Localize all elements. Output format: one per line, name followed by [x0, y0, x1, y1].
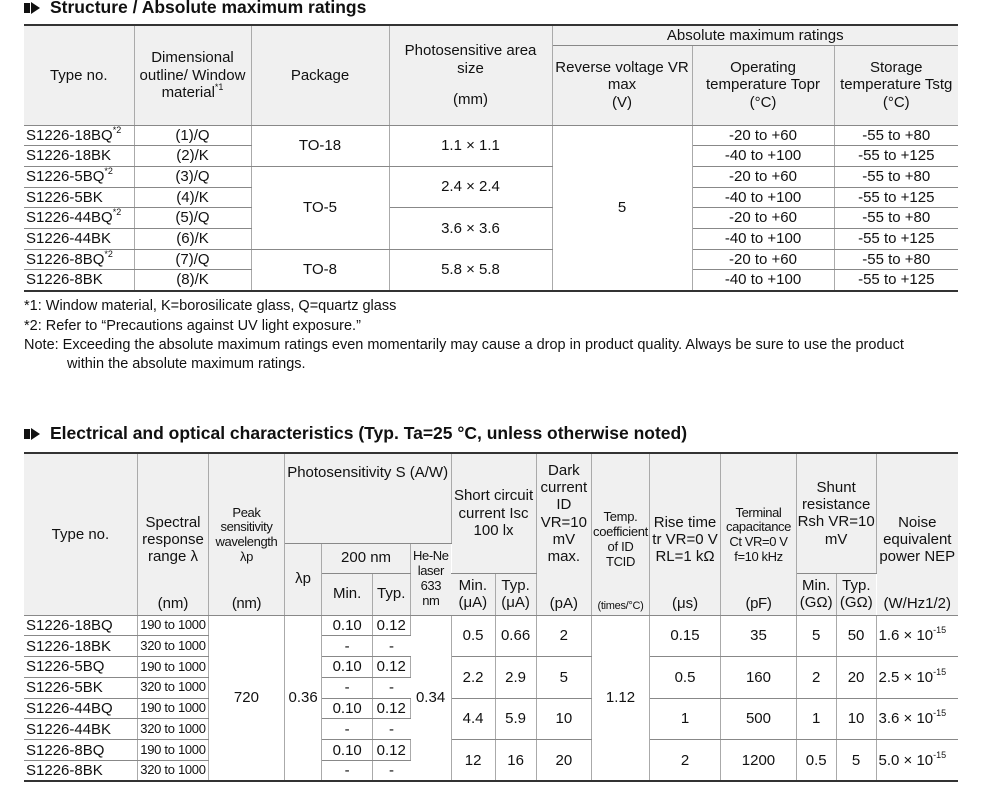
s200-typ-cell: -	[372, 761, 410, 782]
h2-rsh-typ: Typ. (GΩ)	[836, 573, 876, 615]
h2-short-circuit: Short circuit current Isc 100 lx	[451, 453, 536, 573]
operating-temp-cell: -20 to +60	[692, 125, 834, 146]
storage-temp-cell: -55 to +125	[834, 270, 958, 291]
header-type-no: Type no.	[24, 25, 134, 125]
spectral-range-cell: 190 to 1000	[137, 698, 208, 719]
outline-cell: (3)/Q	[134, 166, 251, 187]
type-no-cell: S1226-18BK	[24, 146, 134, 167]
spectral-range-cell: 320 to 1000	[137, 719, 208, 740]
area-cell: 2.4 × 2.4	[389, 166, 552, 207]
s200-min-cell: 0.10	[322, 698, 372, 719]
type-no-cell: S1226-5BK	[24, 677, 137, 698]
table-row	[24, 166, 958, 187]
isc-min-cell: 2.2	[451, 657, 495, 699]
section-title-structure	[24, 0, 366, 18]
rsh-min-cell: 1	[796, 698, 836, 740]
note-2: *2: Refer to “Precautions against UV light exposure.”	[24, 318, 361, 334]
header-area: Photosensitive area size (mm)	[389, 25, 552, 125]
header-operating-temp: Operating temperature Topr (°C)	[692, 45, 834, 125]
package-cell: TO-5	[251, 166, 389, 249]
rise-time-cell: 2	[649, 740, 720, 782]
type-no-cell: S1226-8BQ	[24, 740, 137, 761]
terminal-cap-cell: 160	[721, 657, 797, 699]
rise-time-cell: 1	[649, 698, 720, 740]
rise-time-cell: 0.5	[649, 657, 720, 699]
type-no-cell: S1226-44BK	[24, 228, 134, 249]
spectral-range-cell: 190 to 1000	[137, 615, 208, 636]
operating-temp-cell: -40 to +100	[692, 270, 834, 291]
s200-min-cell: -	[322, 761, 372, 782]
section-marker-icon	[24, 427, 42, 441]
h2-type-no: Type no.	[24, 453, 137, 615]
note-3: Note: Exceeding the absolute maximum ratings even momentarily may cause a drop in product quality. Always be sure to use the product	[24, 337, 904, 353]
h2-terminal-cap: Terminal capacitance Ct VR=0 V f=10 kHz (pF)	[721, 453, 797, 615]
isc-typ-cell: 16	[495, 740, 536, 782]
operating-temp-cell: -40 to +100	[692, 187, 834, 208]
type-no-cell: S1226-44BK	[24, 719, 137, 740]
h2-peak: Peak sensitivity wavelength λp (nm)	[209, 453, 285, 615]
dark-current-cell: 20	[536, 740, 592, 782]
s200-min-cell: -	[322, 636, 372, 657]
outline-cell: (5)/Q	[134, 208, 251, 229]
s200-typ-cell: 0.12	[372, 740, 410, 761]
spectral-range-cell: 320 to 1000	[137, 761, 208, 782]
type-no-cell: S1226-5BK	[24, 187, 134, 208]
rsh-min-cell: 2	[796, 657, 836, 699]
rsh-typ-cell: 5	[836, 740, 876, 782]
reverse-voltage-cell: 5	[552, 125, 692, 291]
table-row	[24, 698, 958, 719]
h2-nep: Noise equivalent power NEP (W/Hz1/2)	[876, 453, 958, 615]
note-1: *1: Window material, K=borosilicate glass, Q=quartz glass	[24, 298, 397, 314]
s200-typ-cell: -	[372, 677, 410, 698]
nep-cell: $1.6 \times 10^{-15}$	[876, 615, 958, 657]
outline-cell: (2)/K	[134, 146, 251, 167]
outline-cell: (4)/K	[134, 187, 251, 208]
table-row	[24, 657, 958, 678]
h2-hene: He-Ne laser 633 nm	[410, 543, 451, 615]
area-cell: 5.8 × 5.8	[389, 249, 552, 290]
isc-min-cell: 4.4	[451, 698, 495, 740]
outline-cell: (6)/K	[134, 228, 251, 249]
h2-isc-typ: Typ. (μA)	[495, 573, 536, 615]
h2-lp: λp	[284, 543, 322, 615]
section-title-electrical	[24, 423, 687, 444]
temp-coef-cell: 1.12	[592, 615, 650, 781]
terminal-cap-cell: 500	[721, 698, 797, 740]
header-dimensional: Dimensional outline/ Window material$^{*1}$	[134, 25, 251, 125]
table-row	[24, 249, 958, 270]
type-no-cell: S1226-18BK	[24, 636, 137, 657]
isc-typ-cell: 5.9	[495, 698, 536, 740]
spectral-range-cell: 190 to 1000	[137, 740, 208, 761]
lp-sensitivity-cell: 0.36	[284, 615, 322, 781]
s200-typ-cell: -	[372, 719, 410, 740]
isc-min-cell: 12	[451, 740, 495, 782]
h2-temp-coef: Temp. coefficient of ID TCID (times/°C)	[592, 453, 650, 615]
h2-200-typ: Typ.	[372, 573, 410, 615]
h2-rise-time: Rise time tr VR=0 V RL=1 kΩ (μs)	[649, 453, 720, 615]
s200-min-cell: 0.10	[322, 615, 372, 636]
type-no-cell: S1226-18BQ	[24, 615, 137, 636]
nep-cell: $3.6 \times 10^{-15}$	[876, 698, 958, 740]
s200-min-cell: -	[322, 719, 372, 740]
s200-min-cell: 0.10	[322, 657, 372, 678]
header-storage-temp: Storage temperature Tstg (°C)	[834, 45, 958, 125]
isc-typ-cell: 0.66	[495, 615, 536, 657]
h2-spectral: Spectral response range λ (nm)	[137, 453, 208, 615]
storage-temp-cell: -55 to +80	[834, 166, 958, 187]
s200-min-cell: -	[322, 677, 372, 698]
type-no-cell: S1226-8BK	[24, 270, 134, 291]
header-abs-max: Absolute maximum ratings	[552, 25, 958, 45]
absolute-max-ratings-table	[24, 24, 958, 292]
electrical-optical-table	[24, 452, 958, 782]
table-row	[24, 615, 958, 636]
outline-cell: (7)/Q	[134, 249, 251, 270]
isc-min-cell: 0.5	[451, 615, 495, 657]
operating-temp-cell: -20 to +60	[692, 249, 834, 270]
outline-cell: (8)/K	[134, 270, 251, 291]
peak-wavelength-cell: 720	[209, 615, 285, 781]
storage-temp-cell: -55 to +125	[834, 228, 958, 249]
table-row	[24, 208, 958, 229]
rsh-typ-cell: 50	[836, 615, 876, 657]
package-cell: TO-8	[251, 249, 389, 290]
isc-typ-cell: 2.9	[495, 657, 536, 699]
outline-cell: (1)/Q	[134, 125, 251, 146]
section-title-text: Electrical and optical characteristics (Typ. Ta=25 °C, unless otherwise noted)	[50, 423, 688, 443]
hene-sensitivity-cell: 0.34	[410, 615, 451, 781]
spectral-range-cell: 320 to 1000	[137, 636, 208, 657]
type-no-cell: S1226-44BQ$^{*2}$	[24, 208, 134, 229]
dark-current-cell: 5	[536, 657, 592, 699]
terminal-cap-cell: 1200	[721, 740, 797, 782]
h2-isc-min: Min. (μA)	[451, 573, 495, 615]
nep-cell: $2.5 \times 10^{-15}$	[876, 657, 958, 699]
spectral-range-cell: 320 to 1000	[137, 677, 208, 698]
rise-time-cell: 0.15	[649, 615, 720, 657]
storage-temp-cell: -55 to +125	[834, 187, 958, 208]
table-row	[24, 125, 958, 146]
operating-temp-cell: -40 to +100	[692, 228, 834, 249]
header-reverse-voltage: Reverse voltage VR max (V)	[552, 45, 692, 125]
s200-typ-cell: 0.12	[372, 657, 410, 678]
s200-min-cell: 0.10	[322, 740, 372, 761]
rsh-typ-cell: 10	[836, 698, 876, 740]
s200-typ-cell: -	[372, 636, 410, 657]
table-row	[24, 740, 958, 761]
rsh-typ-cell: 20	[836, 657, 876, 699]
h2-200-min: Min.	[322, 573, 372, 615]
package-cell: TO-18	[251, 125, 389, 166]
s200-typ-cell: 0.12	[372, 698, 410, 719]
dark-current-cell: 2	[536, 615, 592, 657]
storage-temp-cell: -55 to +80	[834, 208, 958, 229]
storage-temp-cell: -55 to +80	[834, 125, 958, 146]
area-cell: 3.6 × 3.6	[389, 208, 552, 249]
type-no-cell: S1226-8BQ$^{*2}$	[24, 249, 134, 270]
h2-dark-current: Dark current ID VR=10 mV max. (pA)	[536, 453, 592, 615]
s200-typ-cell: 0.12	[372, 615, 410, 636]
storage-temp-cell: -55 to +80	[834, 249, 958, 270]
note-3-cont: within the absolute maximum ratings.	[67, 356, 306, 372]
h2-rsh-min: Min. (GΩ)	[796, 573, 836, 615]
operating-temp-cell: -20 to +60	[692, 208, 834, 229]
section-marker-icon	[24, 1, 42, 15]
type-no-cell: S1226-5BQ$^{*2}$	[24, 166, 134, 187]
type-no-cell: S1226-18BQ$^{*2}$	[24, 125, 134, 146]
h2-shunt: Shunt resistance Rsh VR=10 mV	[796, 453, 876, 573]
type-no-cell: S1226-8BK	[24, 761, 137, 782]
rsh-min-cell: 5	[796, 615, 836, 657]
terminal-cap-cell: 35	[721, 615, 797, 657]
area-cell: 1.1 × 1.1	[389, 125, 552, 166]
h2-200nm: 200 nm	[322, 543, 410, 573]
header-package: Package	[251, 25, 389, 125]
type-no-cell: S1226-44BQ	[24, 698, 137, 719]
type-no-cell: S1226-5BQ	[24, 657, 137, 678]
nep-cell: $5.0 \times 10^{-15}$	[876, 740, 958, 782]
h2-photosensitivity: Photosensitivity S (A/W)	[284, 453, 451, 543]
spectral-range-cell: 190 to 1000	[137, 657, 208, 678]
operating-temp-cell: -40 to +100	[692, 146, 834, 167]
section-title-text: Structure / Absolute maximum ratings	[50, 0, 367, 17]
dark-current-cell: 10	[536, 698, 592, 740]
operating-temp-cell: -20 to +60	[692, 166, 834, 187]
rsh-min-cell: 0.5	[796, 740, 836, 782]
storage-temp-cell: -55 to +125	[834, 146, 958, 167]
